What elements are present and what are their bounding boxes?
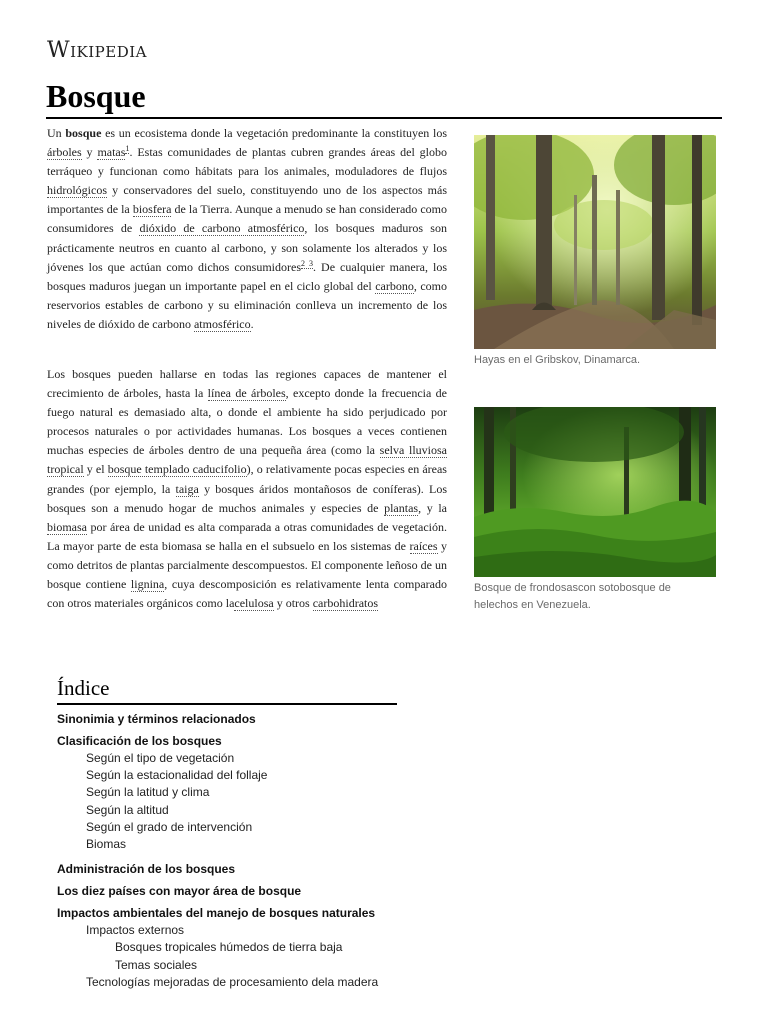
link-arboles[interactable]: árboles [47, 145, 82, 160]
link-bosque-templado[interactable]: bosque templado caducifolio [107, 462, 247, 477]
toc-subitem[interactable]: Según la estacionalidad del follaje [86, 768, 268, 783]
title-rule [46, 117, 722, 119]
link-taiga[interactable]: taiga [175, 481, 199, 496]
link-matas[interactable]: matas [97, 145, 126, 160]
figure-hayas [474, 135, 716, 369]
bold-term: bosque [65, 126, 102, 140]
link-carbohidratos[interactable]: carbohidratos [312, 596, 379, 611]
link-lignina[interactable]: lignina [130, 577, 165, 592]
wikipedia-wordmark[interactable]: Wikipedia [47, 38, 147, 63]
link-raices[interactable]: raíces [409, 538, 438, 553]
link-biosfera[interactable]: biosfera [132, 202, 172, 217]
toc-subsubitem[interactable]: Bosques tropicales húmedos de tierra baja [115, 940, 343, 955]
link-atmosferico[interactable]: atmosférico [193, 316, 251, 331]
toc-item[interactable]: Los diez países con mayor área de bosque [57, 884, 302, 899]
ref-1[interactable]: 1 [125, 144, 130, 154]
figure-caption: Bosque de frondosascon sotobosque de helechos en Venezuela. [474, 582, 671, 611]
toc-item[interactable]: Sinonimia y términos relacionados [57, 712, 256, 726]
link-dioxido-carbono[interactable]: dióxido de carbono atmosférico [139, 221, 305, 236]
photo-fern-forest[interactable] [474, 407, 716, 577]
ref-2-3[interactable]: 2 3 [301, 258, 314, 268]
toc-subsubitem[interactable]: Temas sociales [115, 957, 198, 972]
toc-subitem[interactable]: Tecnologías mejoradas de procesamiento dela madera [86, 974, 379, 989]
toc-subitem[interactable]: Según la latitud y clima [86, 785, 210, 800]
link-carbono[interactable]: carbono [375, 278, 414, 293]
toc-item[interactable]: Impactos ambientales del manejo de bosques naturales [57, 906, 376, 921]
table-of-contents [57, 676, 397, 991]
link-hidrologicos[interactable]: hidrológicos [47, 183, 107, 198]
link-selva-lluviosa[interactable]: selva lluviosa tropical [47, 443, 447, 477]
toc-title: Índice [57, 676, 397, 705]
figure-helechos [474, 407, 716, 614]
link-linea-arboles[interactable]: línea de árboles [207, 386, 286, 401]
toc-subitem[interactable]: Biomas [86, 837, 127, 852]
photo-beech-forest[interactable] [474, 135, 716, 349]
link-celulosa[interactable]: celulosa [234, 596, 274, 611]
toc-subitem[interactable]: Según el tipo de vegetación [86, 751, 235, 765]
page-title: Bosque [46, 78, 146, 114]
link-biomasa[interactable]: biomasa [47, 519, 87, 534]
toc-item[interactable]: Administración de los bosques [57, 862, 236, 877]
figure-caption: Hayas en el Gribskov, Dinamarca. [474, 354, 641, 366]
toc-item[interactable]: Clasificación de los bosques [57, 734, 222, 748]
paragraph-distribution: Los bosques pueden hallarse en todas las regiones capaces de mantener el crecimiento de árboles, hasta la línea de árboles, excepto donde la frecuencia de fuego natural es demasiado alta, o donde el ambiente ha sido perjudicado por procesos naturales o por actividades humanas. Los bosques a veces contienen muchas especies de árboles dentro de una pequeña área (como la selva lluviosa tropical y el bosque templado caducifolio), o relativamente pocas especies en áreas grandes (por ejemplo, la taiga y bosques áridos montañosos de coníferas). Los bosques son a menudo hogar de muchos animales y especies de plantas, y la biomasa por área de unidad es alta comparada a otras comunidades de vegetación. La mayor parte de esta biomasa se halla en el subsuelo en los sistemas de raíces y como detritos de plantas parcialmente descompuestos. El componente leñoso de un bosque contiene lignina, cuya descomposición es relativamente lenta comparado con otros materiales orgánicos como lacelulosa y otros carbohidratos [47, 367, 448, 611]
paragraph-intro: Un bosque es un ecosistema donde la vegetación predominante la constituyen los árboles y matas$^1$. Estas comunidades de plantas cubren grandes áreas del globo terráqueo y funcionan como hábitats para los animales, moduladores de flujos hidrológicos y conservadores del suelo, constituyendo uno de los aspectos más importantes de la biosfera de la Tierra. Aunque a menudo se han considerado como consumidores de dióxido de carbono atmosférico, los bosques maduros son prácticamente neutros en cuanto al carbono, y son solamente los alterados y los jóvenes los que actúan como dichos consumidores$^{2 3}$. De cualquier manera, los bosques maduros juegan un importante papel en el ciclo global del carbono, como reservorios estables de carbono y su eliminación conlleva un incremento de los niveles de dióxido de carbono atmosférico. [47, 126, 448, 331]
toc-subitem[interactable]: Según el grado de intervención [86, 819, 253, 834]
toc-subitem[interactable]: Impactos externos [86, 923, 185, 938]
link-plantas[interactable]: plantas [384, 500, 419, 515]
toc-subitem[interactable]: Según la altitud [86, 802, 169, 817]
